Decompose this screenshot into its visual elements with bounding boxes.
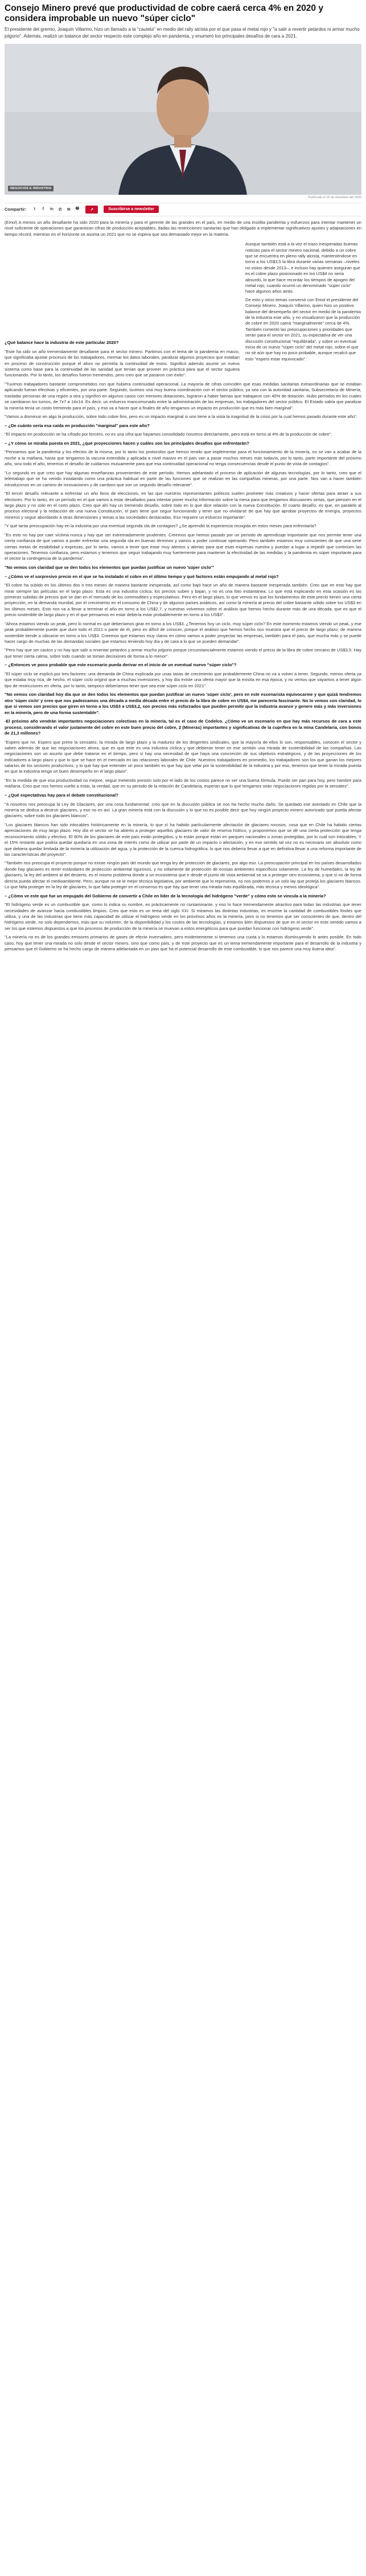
body-paragraph: "Los glaciares blancos han sido intocables históricamente en la minería, lo que sí ha habido partícularmente afectación de glaciares rocosos, cosa que en Chile ha habido ciertas apreciaciones de muy largo plazo. Hoy día el sector se ha abierto a proteger aquellos glaciares de valor de reserva hídrico, y proponemos que se dé una cierta protección que tenga reconocimiento sólido y efectivo. El 80% de los glaciares de este país están protegidos, y lo están porque están en parques nacionales o zonas protegidas, por lo cual son intocables. Y el 15% restante que podría quedar quedaría en una zona de interés como de utilizar por parte de un impacto o afectación, y en ese sentido tal vez no es necesario ser absoluto como que debiera quedar limitada de la minería la utilización del agua, y la protección de la cuenca hidrográfica, lo que nos debería llevar a que en definitiva llevar a una reforma importante de las características del proyecto". (5, 822, 361, 857)
body-paragraph: "No vemos con claridad hoy día que se den todos los elementos que puedan justificar un nuevo 'súper ciclo', pero en este escenarista equivocarme y que quizá tendremos otro 'súper ciclo' y creo que nos padezcamos una década a media década entre el precio de la libra de cobre en US$4, me parecería fascinante. No lo vemos con claridad, lo que si vemos son precios que giren en torno a los US$3 a US$3,2, son precios más esforzados que pueden permitir que la industria avance y genere más y más inversiones en la minería, pero de una forma sustentable". (5, 692, 361, 715)
body-paragraph: "Es esto no hay por caer víctima nunca y hay que ser extremadamente prudentes. Creemos que hemos pasado por un período de aprendizaje importante que nos permite tener una cierta confianza de que vamos a poder enfrentar una segunda ola en buenas términos y vamos a poder continuar operando. Pero también estamos muy conscientes de que una serie ciertas metas de estabilidad y expresas, por lo tanto, vamos a tener que estar muy atentos y alertas para que esas expresas nuestra y puedan a lugar a impedir que continúen las operaciones. Tenemos confianza, pero estamos y tenemos que seguir trabajando muy fuertemente para mantener la efectividad de las medidas y la pandemia es súper importante para el sector la contingencia de la pandemia". (5, 532, 361, 561)
body-paragraph: "A nosotros nos preocupa la Ley de Glaciares, por una cosa fundamental: creo que en la discusión pública se nos ha hecho mucho daño. Se quedado ese asentado en Chile que la minería se dedica a destruir glaciares, y eso no es así. La gran minería está con la discusión y lo que no es posible decir que hoy ningún proyecto minero autorizado que pueda afectar glaciares, sobre todo los glaciares blancos". (5, 801, 361, 819)
print-icon[interactable]: 🖶 (75, 207, 80, 211)
body-paragraph: – ¿Qué expectativas hay para el debate constitucional? (5, 793, 119, 798)
body-paragraph: "El hidrógeno verde es un combustible que, como lo indica su nombre, es prácticamente no contaminante, y eso lo hace tremendamente atractivo para todas las industrias que tener necesidades de avanzar hacia combustibles limpios. Creo que esto es un tema del siglo XXI. Si miramos las distintas industrias, es enorme la cantidad de combustibles fósiles que utiliza, y una de las industrias que tiene más capacidad de utilizar el hidrógeno verde en los próximos años es la minería, pero si no tenemos que ser conscientes de que, dentro del hidrógeno verde, no solo dependemos, más que su volumen, de la disponibilidad y los costos de las tecnologías, y estamos bien dispuestos de que en el sector en este sentido vamos a ser los que estemos dispuestos a que los procesos de producción de la minería se muevan a estos energéticos para que puedan funcionar con hidrógeno verde". (5, 902, 361, 931)
body-paragraph: "El impacto en producción se ha cifrado por tercero, no es una cifra que hayamos consolidado nosotros directamente, pero está en torno al 4% de la producción de cobre". (5, 432, 332, 437)
body-paragraph: "El tercer desafío relevante a enfrentar un año lleno de elecciones, en las que nuestros representantes políticos suelen prometer más creativos y hacer ofertas para atraer a sus electores. Por lo tanto, en un período en el que vamos a estar desafiados para intentar poner mucha información sobre la mesa para que tengamos discusiones serias, que piensen en el largo plazo y no solo en el corto plazo. Creo que ahí hay un tremendo desafío, sobre todo en lo que dice relación con la nueva Constitución. El cuarto desafío, es que, en paralelo al proceso electoral y la redacción de una nueva Constitución, el país tiene que seguir funcionando y tener que no olvidarse de que hay que aprobar proyectos de energía, proyectos mineros y seguir abordando a otras dimensiones y temas a las sociedades destacadas. Eso requiere un esfuerzo importante". (5, 491, 361, 520)
photo-category-tag[interactable]: NEGOCIOS E INDUSTRIA (8, 186, 54, 191)
body-paragraph: Aunque también está a la vez el trazo inesperadas buenas noticias para el sector minero nacional, debido a un cobre que se encuentra en pleno rally alcista, manteniéndose en torno a los US$3,5 la libra durante varias semanas –niveles no vistos desde 2013–, e incluso hay quienes aseguran que es el cobre plazo posicionado en los US$4 no sería absurdo, lo que hace recordar los tiempos de apogeo del metal rojo, cuando ocurrió un denominado "súper ciclo" hace algunos años atrás. (245, 241, 360, 294)
body-paragraph: "Pensamos que la pandemia y los efectos de la misma, por lo tanto los protocolos que hemos tenido que implementar para el funcionamiento de la minería, no se van a acabar de la noche a la mañana, hasta que tengamos la vacuna extendida y aplicada a nivel masivo en el país van a pasar muchos meses más todavía, por lo tanto, parte importante del próximo año, sino todo el año, tenemos el desafío de cuidarnos mutuamente para que esa continuidad operacional no tenga consecuencias desde el punto de vista de contagios". (5, 449, 361, 467)
body-paragraph: – ¿Cómo ve el sorpresivo precio en el que se ha instalado el cobre en el último tiempo y qué factores están empujando al metal rojo? (5, 573, 279, 579)
facebook-icon[interactable]: f (42, 207, 44, 212)
body-paragraph: – ¿De cuánto sería esa caída en producción "marginal" para este año? (5, 423, 150, 428)
linkedin-icon[interactable]: in (50, 207, 54, 212)
body-paragraph: -El próximo año vendrán importantes negociaciones colectivas en la minería, tal es el caso de Codelco. ¿Cómo ve un escenario en que hay más recursos de cara a este proceso, considerando el valor justamente del cobre en este buen precio del cobre, 2 (Mineras) importantes y significativas de la cuprífera en la mina Candelaria, con bonos de 21,3 millones? (5, 719, 361, 736)
body-paragraph: – ¿Y cómo se miraba puesta en 2021, ¿qué proyecciones hacen y cuáles son los principales desafíos que enfrentarán? (5, 440, 249, 446)
newsletter-button[interactable]: Suscribirse a newsletter (104, 206, 159, 213)
article-body (5, 220, 361, 953)
article-title: Consejo Minero prevé que productividad de cobre caerá cerca 4% en 2020 y considera improbable un nuevo "súper ciclo" (5, 3, 323, 23)
body-paragraph: – ¿Cómo ve este que fue un empujado del Gobierno de convertir a Chile en líder de la tecnología del hidrógeno "verde" y cómo esto se vincula a la minería? (5, 893, 326, 899)
body-paragraph: "Lo segundo es que creo que hay algunas enseñanzas provenientes de este período. Hemos adelantado el proceso de aplicación de algunas tecnologías, por lo tanto, creo que el teletrabajo que se ha venido instalando como una práctica habitual en parte de las funciones que se realizan en las compañías mineras, por una parte. Nos van a hacer también introducirnos en un camino de innovaciones y de cambios que son un segundo desafío relevante". (5, 470, 361, 487)
portrait-illustration (5, 44, 361, 195)
whatsapp-icon[interactable]: ✆ (58, 207, 62, 212)
photo-caption: Publicado el 18 de diciembre del 2020 (308, 195, 361, 199)
body-paragraph: "La minería no es de los grandes emisores primarios de gases de efecto invernadero, pero evidentemente si tenemos una cuota y lo estamos disminuyendo lo antes posible. En todo caso, hoy que tener una mirada no solo desde el sector minero, sino que como país, y de este proyecto que es un tema tremendamente importante para el desarrollo de la industria y pensamos que el Gobierno se ha hecho cargo de manera adelantada en un plan que ha el potencial desarrollo de este combustible, lo que nos parece una muy buena idea". (5, 934, 361, 952)
body-paragraph: "Ahora estamos viendo un peak, pero lo normal es que deberíamos girar en torno a los US$3. ¿Tenemos hoy un ciclo, muy súper ciclo? En este momento estamos viendo un peak, y ese peak probablemente puede que dure todo el 2021 o parte de él, pero es difícil de conocer, porque el análisis que hemos hecho nos muestra que el precio de largo plazo, de manera sostenible tiende a ubicarse en torno a los US$3. Creemos que estamos muy claros en cómo vamos a poder proyectar las empresas, también para el país, que mucha más y se puede hacer cargo de muchas de las demandas sociales que estamos teniendo hoy día y de cara a lo que se pueden demandar". (5, 621, 361, 644)
body-paragraph: De esto y otros temas conversó con Emol el presidente del Consejo Minero, Joaquín Villarino, quien hizo un positivo balance del desempeño del sector en medio de la pandemia de la industria este año, y no visualizaron que la producción de cobre en 2020 caerá "marginalmente" cerca de 4%. También comentó las preocupaciones y prioridades que serán para el sector en 2021, su expectativa de ver una discusión constitucional "equilibrada", y sobre un eventual inicio de un nuevo "súper ciclo" del metal rojo, sobre el que no sé aún que hay no poco probable, aunque recalcó que esto "espero estar equivocado". (245, 297, 361, 362)
share-bar (5, 203, 361, 216)
body-paragraph: "Pero hay que ser cautos y no hay que salir a reventar petardos y armar mucho jolgorio porque circunstancialmente estamos viendo el precio de la libra de cobre cercano de US$3,5. Hay que tener cierta calma, sobre todo cuando se toman decisiones de forma a lo menor". (5, 647, 361, 659)
share-button[interactable]: ↗ (85, 206, 98, 214)
body-paragraph: – ¿Entonces ve poco probable que este escenario pueda derivar en el inicio de un eventual nuevo "súper ciclo"? (5, 662, 237, 668)
body-paragraph: "No vemos con claridad que se den todos los elementos que puedan justificar un nuevo 'súper ciclo'" (5, 565, 214, 571)
float-text-column (245, 240, 361, 364)
share-label: Compartir: (5, 207, 27, 212)
body-paragraph: "Tuvimos trabajadores bastante comprometidos con que hubiera continuidad operacional. La mayoría de cifras coinciden que esas medidas sanitarias extraordinarias que se estaban aplicando fueran efectivas y eficientes, por una parte. Segundo, tuvimos una muy buena coordinación con el sector público, ya sea con la autoridad sanitaria, Subsecretaría de Minería, trasladar personas de una región a otra y significó en algunos casos con menores dotaciones, lograron a haber faenas que trabajaron con 40% de dotación. Hubo períodos en los cuales se cambiaron los turnos, de 7x7 a 14x14. Es decir, un esfuerzo mancomunado entre la administración de las empresas, los trabajadores del sector público. El Estado sabía que paralizar la minería tenía un costo tremendo para el país, y eso va a hacer que a finales de año tengamos un impacto en producción que es más bien marginal". (5, 382, 361, 411)
email-icon[interactable]: ✉ (67, 207, 71, 212)
body-paragraph: "El cobre ha subido en los últimos dos o tres meses de manera bastante inesperada, así como bajó hace un año de manera bastante inesperada también. Creo que en esto hay que mirar siempre las películas en el largo plazo. Esta es una industria cíclica, los precios suben y bajan, y no es una foto instantánea. Lo que está explicando en esta ocasión es las primeras subidas de precios que se dan en el mercado de los commodities y especulativos. Pero en el largo plazo, lo que vemos es que los fundamentos de este precio tienen una cierta proyección, en la demanda mundial, por el crecimiento en el consumo de China y de algunos países asiáticos, así como la minería al precio del cobre bastante sólido sobre los US$3 en los últimos meses. Esto nos va a llevar a terminar el año en torno a los US$2,7, y nuestras volvemos sobre el análisis que hemos hecho durante más de una década, que es que el precio sostenible de largo plazo y en el que pensamos en estar debería estar probablemente en torno a los US$3". (5, 583, 361, 618)
article-photo (5, 44, 361, 195)
body-paragraph: "También nos preocupa el proyecto porque no existe ningún país del mundo que tenga ley de protección de glaciares, por algo eso. La preocupación principal en los países desarrollados donde hay glaciares es tener estándares de protección ambiental rigurosos, y no sólamente de protección de ecosas ambientes específicos solamente. La ley de humedales, la ley de glaciares, la ley del ambient al del desierto, es el mismo problema donde a un ecosistema que ir desde el punto de vista ambiental se va a proteger otro ecosistema, y que si no de forma directa pueda afectar el medioambiente. Pero, aunque no se le mejor técnica legislativa, por ambiente que lo representa, no nos podemos a un solo lay que proteja los glaciares blancos. Lo que falta proteger en la ley de glaciares, lo que falta proteger en el consenso es que hay que tener una mirada más equilibrada, más técnica y menos ideológica". (5, 860, 361, 890)
body-paragraph: (Emol) A menos un año desafiante ha sido 2020 para la minería y para el gerente de las grandes en el país, en medio de una insólita pandemia y esfuerzos para intentar mantener un nivel suficiente de operaciones que garantizan cifras de producción aceptables, dadas las restricciones sanitarias que han obligado a implementar significativos ajustes y adaptaciones en tiempo récord, mientras en el horizonte se asoma un 2021 que no se espera que sea demasiado mejor en la materia. (5, 219, 361, 237)
body-paragraph: ¿Qué balance hace la industria de este particular 2020? (5, 340, 119, 346)
twitter-icon[interactable]: t (34, 207, 36, 212)
article-page (0, 0, 366, 961)
article-lead: El presidente del gremio, Joaquín Villarino, hizo un llamado a la "cautela" en medio del rally alcista por el que pasa el metal rojo y "a salir a revertir petardos ni armar mucho jolgorio". Además, realizó un balance del sector respecto este complejo año en pandemia, y enumeró los principales desafíos de cara a 2021. (5, 27, 360, 39)
body-paragraph: "Espero que no. Espero que prime la sensatez, la mirada de largo plazo y la madurez de los dirigentes sindicales, que la mayoría de ellos lo son, responsables, conocen el sector y saben además de que las negociaciones ahora, que es que este es una industria cíclica y que debieran tener en ese sentido una mirada de sostenibilidad de las compañías. Las negociaciones son un asunto que debe tratarse en el tiempo, pero sí hay una necesidad de que haya una concreción de sus objetivos estratégicos, y de las proyecciones de los indicadores a largo plazo y que lo que se hace en el mercado en las relaciones laborales de Chile. Nuestros trabajadores en promedio, los trabajadores son los que ganan los mejores salarios de los sectores productivos, y lo que hay que entender un poco también es que hay que velar por la sostenibilidad de la industria y por eso, tenemos que tener la mirada puesta en que la industria tenga un buen desempeño en el largo plazo". (5, 739, 361, 774)
share-icons (32, 206, 80, 212)
body-paragraph: "Y qué tanta preocupación hay en la industria por una eventual segunda ola de contagios? ¿Se aprendió la experiencia recogida en estos meses para enfrentarla? (5, 523, 316, 529)
body-paragraph: "Este ha sido un año tremendamente desafiante para el sector minero. Partimos con el tema de la pandemia en marzo, que significaba ajustar procesos de los trabajadores, mermar los datos laborales, paralizar algunos proyectos que estaban en proceso de construcción porque el aforo no permitía la continuidad de estos. Significó además asumir un nuevo sistema como base para la continuidad de las sanidad que tenían que proveer en práctica para que el sector siguiera funcionando. Por lo tanto, los desafíos fueron tremendos, pero creo que se pasaron con éxito". (5, 348, 240, 378)
body-paragraph: "En la medida de que esa productividad no mejore, seguir metiendo presión solo por el lado de los costos parece no ser una buena fórmula. Puedo ser pan para hoy, pero hambre para mañana. Creo que nos hemos vuelto a estar, la verdad, que en su periodo de la relación de Candelaria, esperan que lo que tengamos sean negociaciones regidas por la sensatez". (5, 778, 361, 789)
body-paragraph: "Vamos a disminuir en algo la producción, sobre todo cobre fino, pero es un impacto marginal si uno tiene a la vista la magnitud de la crisis por la cual hemos pasado durante este año". (5, 414, 357, 420)
article-body-rest (5, 340, 361, 952)
body-paragraph: "El súper ciclo se explicó por tres factores: una demanda de China explicada por unas tasas de crecimiento que probablemente China no va a volver a tener. Segundo, menos oferta ya que estaba muy rica, de hecho, el súper ciclo originó que a muchas inversiones, y hoy día existe una oferta mayor que la existía en esa época, y no vemos que vayamos a tener algún tipo de restricciones en oferta, por lo tanto, tampoco deberíamos tener que sea este súper ciclo en 2021". (5, 671, 361, 688)
